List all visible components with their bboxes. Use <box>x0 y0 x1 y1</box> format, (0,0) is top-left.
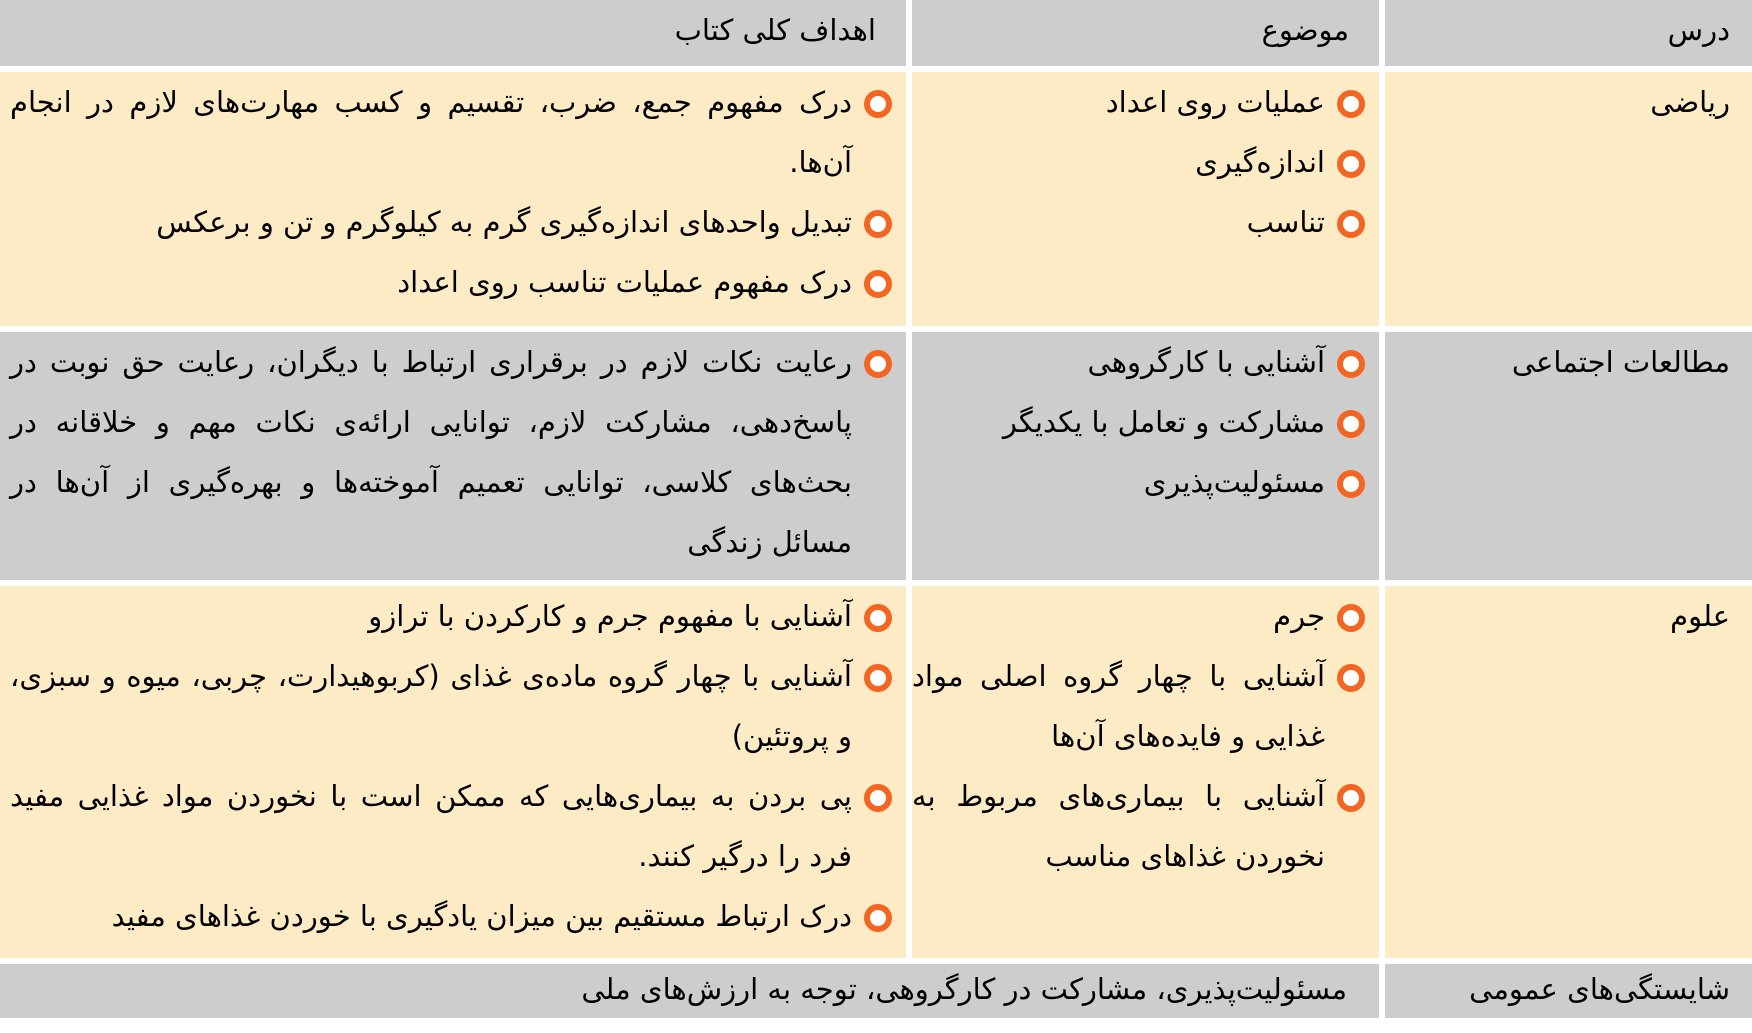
topic-text: مسئولیت‌پذیری <box>1143 465 1325 499</box>
goal-text: تبدیل واحدهای اندازه‌گیری گرم به کیلوگرم و تن و برعکس <box>156 205 852 239</box>
list-item <box>10 252 894 312</box>
circle-bullet-icon <box>1337 604 1365 632</box>
list-item <box>912 452 1367 512</box>
circle-bullet-icon <box>1337 210 1365 238</box>
row-general-competencies <box>0 964 1752 1018</box>
header-goals: اهداف کلی کتاب <box>0 0 906 66</box>
topic-text: آشنایی با چهار گروه اصلی مواد غذایی و فایده‌های آن‌ها <box>912 659 1325 753</box>
lesson-science: علوم <box>1385 586 1752 958</box>
topic-text: عملیات روی اعداد <box>1105 85 1325 119</box>
general-competencies-text: مسئولیت‌پذیری، مشارکت در کارگروهی، توجه به ارزش‌های ملی <box>0 964 1379 1018</box>
topic-text: آشنایی با کارگروهی <box>1087 345 1325 379</box>
circle-bullet-icon <box>1337 410 1365 438</box>
topics-math <box>912 72 1379 326</box>
goals-math <box>0 72 906 326</box>
list-item <box>912 332 1367 392</box>
circle-bullet-icon <box>1337 90 1365 118</box>
goal-text: آشنایی با مفهوم جرم و کارکردن با ترازو <box>368 599 852 633</box>
topic-text: تناسب <box>1246 205 1325 239</box>
list-item <box>10 586 894 646</box>
list-item <box>10 192 894 252</box>
lesson-math: ریاضی <box>1385 72 1752 326</box>
goal-text: پی بردن به بیماری‌هایی که ممکن است با نخوردن مواد غذایی مفید فرد را درگیر کنند. <box>10 779 852 873</box>
list-item <box>912 586 1367 646</box>
lesson-general-competencies: شایستگی‌های عمومی <box>1385 964 1752 1018</box>
list-item <box>10 766 894 886</box>
list-item <box>912 72 1367 132</box>
circle-bullet-icon <box>864 210 892 238</box>
topic-text: مشارکت و تعامل با یکدیگر <box>1002 405 1325 439</box>
list-item <box>912 766 1367 886</box>
topic-text: جرم <box>1273 599 1325 633</box>
row-science <box>0 586 1752 958</box>
header-topic: موضوع <box>912 0 1379 66</box>
goals-science <box>0 586 906 958</box>
circle-bullet-icon <box>864 90 892 118</box>
circle-bullet-icon <box>864 664 892 692</box>
goal-text: درک مفهوم جمع، ضرب، تقسیم و کسب مهارت‌های لازم در انجام آن‌ها. <box>10 85 852 179</box>
list-item <box>10 646 894 766</box>
topics-social-studies <box>912 332 1379 580</box>
goals-social-studies <box>0 332 906 580</box>
circle-bullet-icon <box>864 784 892 812</box>
list-item <box>10 72 894 192</box>
circle-bullet-icon <box>1337 150 1365 178</box>
lesson-social-studies: مطالعات اجتماعی <box>1385 332 1752 580</box>
list-item <box>912 646 1367 766</box>
circle-bullet-icon <box>864 604 892 632</box>
circle-bullet-icon <box>864 270 892 298</box>
row-social-studies <box>0 332 1752 580</box>
list-item <box>10 886 894 946</box>
circle-bullet-icon <box>1337 350 1365 378</box>
topics-science <box>912 586 1379 958</box>
goal-text: درک مفهوم عملیات تناسب روی اعداد <box>397 265 852 299</box>
list-item <box>10 332 894 572</box>
circle-bullet-icon <box>864 904 892 932</box>
list-item <box>912 192 1367 252</box>
goal-text: رعایت نکات لازم در برقراری ارتباط با دیگران، رعایت حق نوبت در پاسخ‌دهی، مشارکت لازم، توانایی ارائه‌ی نکات مهم و خلاقانه در بحث‌های کلاسی، توانایی تعمیم آموخته‌ها و بهره‌گیری از آن‌ها در مسائل زندگی <box>10 345 852 559</box>
header-lesson: درس <box>1385 0 1752 66</box>
topic-text: آشنایی با بیماری‌های مربوط به نخوردن غذاهای مناسب <box>912 779 1325 873</box>
circle-bullet-icon <box>1337 664 1365 692</box>
row-math <box>0 72 1752 326</box>
topic-text: اندازه‌گیری <box>1195 145 1325 179</box>
goal-text: درک ارتباط مستقیم بین میزان یادگیری با خوردن غذاهای مفید <box>111 899 852 933</box>
header-row <box>0 0 1752 66</box>
goal-text: آشنایی با چهار گروه ماده‌ی غذای (کربوهیدارت، چربی، میوه و سبزی، و پروتئین) <box>10 659 852 753</box>
circle-bullet-icon <box>864 350 892 378</box>
circle-bullet-icon <box>1337 470 1365 498</box>
list-item <box>912 392 1367 452</box>
circle-bullet-icon <box>1337 784 1365 812</box>
list-item <box>912 132 1367 192</box>
